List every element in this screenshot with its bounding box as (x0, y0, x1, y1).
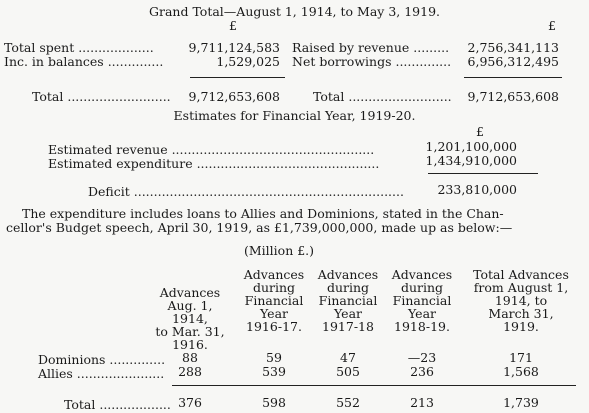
currency-symbol-right: £ (548, 18, 556, 33)
total-spent-label: Total spent ................... (4, 40, 154, 55)
cell-dominions-1: 88 (182, 350, 198, 365)
cell-total-5: 1,739 (503, 395, 539, 410)
inc-balances-value: 1,529,025 (216, 54, 280, 69)
row-label-dominions: Dominions .............. (38, 352, 166, 367)
table-unit-label: (Million £.) (244, 243, 315, 258)
cell-total-3: 552 (336, 395, 360, 410)
column-header-2: Advances during Financial Year 1916-17. (243, 267, 305, 334)
grand-total-left-value: 9,712,653,608 (188, 89, 280, 104)
cell-allies-3: 505 (336, 364, 360, 379)
estimates-title: Estimates for Financial Year, 1919-20. (173, 108, 416, 123)
column-header-3: Advances during Financial Year 1917-18 (317, 267, 379, 334)
estimates-currency-symbol: £ (476, 124, 484, 139)
total-spent-value: 9,711,124,583 (188, 40, 280, 55)
estimated-expenditure-value: 1,434,910,000 (425, 153, 517, 168)
grand-total-title: Grand Total—August 1, 1914, to May 3, 1919. (149, 4, 440, 19)
deficit-value: 233,810,000 (437, 182, 517, 197)
cell-allies-4: 236 (410, 364, 434, 379)
estimated-revenue-value: 1,201,100,000 (425, 139, 517, 154)
inc-balances-label: Inc. in balances .............. (4, 54, 164, 69)
cell-total-4: 213 (410, 395, 434, 410)
raised-by-revenue-value: 2,756,341,113 (467, 40, 559, 55)
cell-allies-5: 1,568 (503, 364, 539, 379)
paragraph-line-1: The expenditure includes loans to Allies and Dominions, stated in the Chan- (22, 206, 504, 221)
cell-dominions-5: 171 (509, 350, 533, 365)
cell-allies-2: 539 (262, 364, 286, 379)
row-label-allies: Allies ...................... (38, 366, 165, 381)
net-borrowings-label: Net borrowings .............. (292, 54, 452, 69)
grand-total-right-value: 9,712,653,608 (467, 89, 559, 104)
estimated-revenue-label: Estimated revenue ................................................... (48, 144, 375, 157)
rule-grand-left (190, 77, 285, 78)
estimated-expenditure-label: Estimated expenditure .............................................. (48, 158, 380, 171)
cell-dominions-2: 59 (266, 350, 282, 365)
column-header-4: Advances during Financial Year 1918-19. (391, 267, 453, 334)
grand-total-right-label: Total .......................... (313, 89, 452, 104)
row-label-total: Total .................. (64, 397, 171, 412)
currency-symbol-left: £ (229, 18, 237, 33)
column-header-5: Total Advances from August 1, 1914, to March 31, 1919. (473, 267, 569, 334)
net-borrowings-value: 6,956,312,495 (467, 54, 559, 69)
grand-total-left-label: Total .......................... (32, 89, 171, 104)
deficit-label: Deficit .................................................................... (88, 186, 404, 199)
paragraph-line-2: cellor's Budget speech, April 30, 1919, as £1,739,000,000, made up as below:— (6, 220, 513, 235)
cell-total-1: 376 (178, 395, 202, 410)
rule-table-total (172, 385, 576, 386)
rule-estimates (428, 173, 538, 174)
cell-allies-1: 288 (178, 364, 202, 379)
rule-grand-right (464, 77, 562, 78)
raised-by-revenue-label: Raised by revenue ......... (292, 40, 450, 55)
cell-total-2: 598 (262, 395, 286, 410)
cell-dominions-4: —23 (407, 350, 437, 365)
cell-dominions-3: 47 (340, 350, 356, 365)
column-header-1: Advances Aug. 1, 1914, to Mar. 31, 1916. (155, 285, 225, 352)
